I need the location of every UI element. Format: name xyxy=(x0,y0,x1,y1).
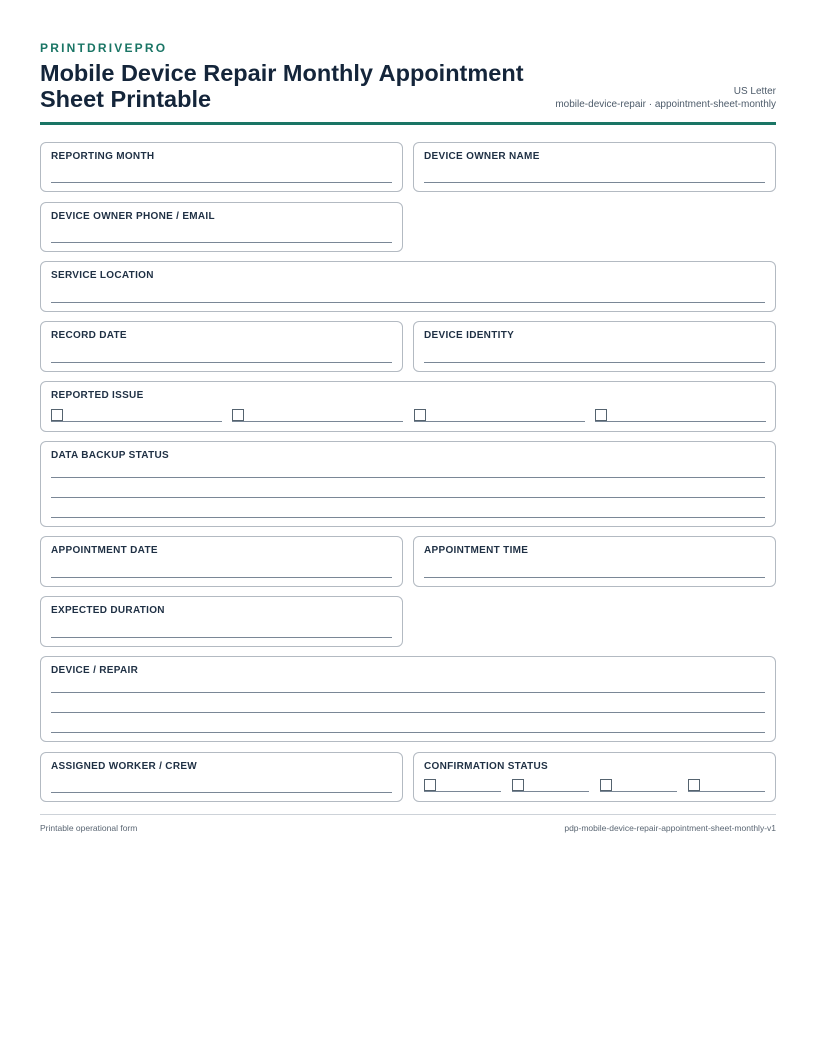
footer-divider xyxy=(40,814,776,815)
confirmation-status-option[interactable] xyxy=(600,779,677,792)
checkbox[interactable] xyxy=(414,409,426,421)
checkbox[interactable] xyxy=(595,409,607,421)
confirmation-status-option[interactable] xyxy=(688,779,765,792)
assigned-worker-input[interactable] xyxy=(51,792,392,793)
reporting-month-label: REPORTING MONTH xyxy=(51,151,155,162)
appointment-time-input[interactable] xyxy=(424,577,765,578)
confirmation-status-label: CONFIRMATION STATUS xyxy=(424,761,549,772)
appointment-time-field xyxy=(413,536,776,587)
expected-duration-label: EXPECTED DURATION xyxy=(51,605,165,616)
device-owner-name-input[interactable] xyxy=(424,182,765,183)
checkbox[interactable] xyxy=(232,409,244,421)
page-title: Mobile Device Repair Monthly Appointment Sheet Printable xyxy=(40,60,524,112)
reported-issue-option[interactable] xyxy=(232,409,403,422)
option-line xyxy=(600,791,677,792)
device-identity-field xyxy=(413,321,776,372)
footer-left-text: Printable operational form xyxy=(40,823,138,833)
device-repair-field xyxy=(40,656,776,742)
device-repair-line-1[interactable] xyxy=(51,692,765,693)
data-backup-status-field xyxy=(40,441,776,527)
device-identity-input[interactable] xyxy=(424,362,765,363)
data-backup-status-line-2[interactable] xyxy=(51,497,765,498)
record-date-input[interactable] xyxy=(51,362,392,363)
option-line xyxy=(595,421,766,422)
option-line xyxy=(232,421,403,422)
reported-issue-field xyxy=(40,381,776,432)
brand-name: PRINTDRIVEPRO xyxy=(40,41,168,55)
assigned-worker-label: ASSIGNED WORKER / CREW xyxy=(51,761,198,772)
checkbox[interactable] xyxy=(51,409,63,421)
option-line xyxy=(688,791,765,792)
option-line xyxy=(424,791,501,792)
reported-issue-option[interactable] xyxy=(595,409,766,422)
data-backup-status-line-1[interactable] xyxy=(51,477,765,478)
device-owner-contact-label: DEVICE OWNER PHONE / EMAIL xyxy=(51,211,215,222)
data-backup-status-line-3[interactable] xyxy=(51,517,765,518)
appointment-time-label: APPOINTMENT TIME xyxy=(424,545,529,556)
device-repair-line-3[interactable] xyxy=(51,732,765,733)
appointment-date-input[interactable] xyxy=(51,577,392,578)
paper-size: US Letter xyxy=(733,86,776,97)
appointment-date-label: APPOINTMENT DATE xyxy=(51,545,158,556)
device-identity-label: DEVICE IDENTITY xyxy=(424,330,515,341)
service-location-input[interactable] xyxy=(51,302,765,303)
assigned-worker-field xyxy=(40,752,403,802)
record-date-field xyxy=(40,321,403,372)
confirmation-status-option[interactable] xyxy=(512,779,589,792)
service-location-field xyxy=(40,261,776,312)
device-repair-line-2[interactable] xyxy=(51,712,765,713)
device-owner-name-field xyxy=(413,142,776,192)
checkbox[interactable] xyxy=(600,779,612,791)
option-line xyxy=(414,421,585,422)
appointment-date-field xyxy=(40,536,403,587)
option-line xyxy=(51,421,222,422)
document-meta xyxy=(555,85,776,111)
reporting-month-field xyxy=(40,142,403,192)
header-divider xyxy=(40,122,776,125)
reporting-month-input[interactable] xyxy=(51,182,392,183)
document-slug: mobile-device-repair · appointment-sheet-monthly xyxy=(555,99,776,110)
checkbox[interactable] xyxy=(512,779,524,791)
record-date-label: RECORD DATE xyxy=(51,330,127,341)
reported-issue-option[interactable] xyxy=(414,409,585,422)
checkbox[interactable] xyxy=(688,779,700,791)
device-owner-name-label: DEVICE OWNER NAME xyxy=(424,151,540,162)
reported-issue-option[interactable] xyxy=(51,409,222,422)
expected-duration-input[interactable] xyxy=(51,637,392,638)
footer-form-id: pdp-mobile-device-repair-appointment-sheet-monthly-v1 xyxy=(564,823,776,833)
option-line xyxy=(512,791,589,792)
device-repair-label: DEVICE / REPAIR xyxy=(51,665,139,676)
reported-issue-label: REPORTED ISSUE xyxy=(51,390,144,401)
confirmation-status-field xyxy=(413,752,776,802)
confirmation-status-option[interactable] xyxy=(424,779,501,792)
expected-duration-field xyxy=(40,596,403,647)
data-backup-status-label: DATA BACKUP STATUS xyxy=(51,450,169,461)
device-owner-contact-field xyxy=(40,202,403,252)
device-owner-contact-input[interactable] xyxy=(51,242,392,243)
service-location-label: SERVICE LOCATION xyxy=(51,270,154,281)
checkbox[interactable] xyxy=(424,779,436,791)
